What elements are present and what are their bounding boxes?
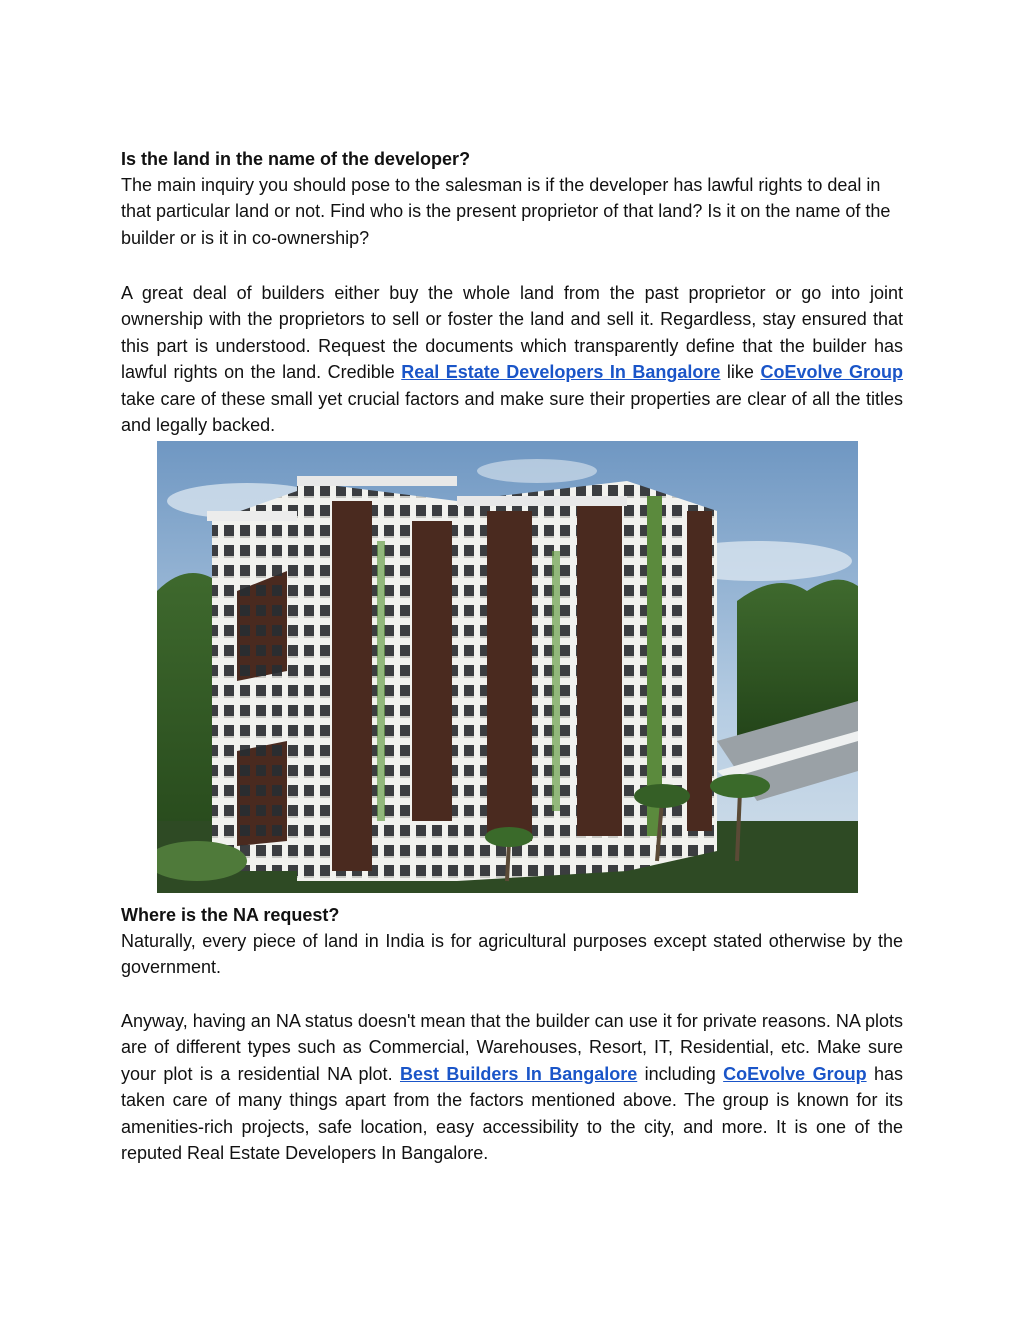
paragraph-land-inquiry: The main inquiry you should pose to the salesman is if the developer has lawful rights to deal in that particular land or not. Find who is the present proprietor of that land? Is it on the name of the builder or is it in co-ownership? <box>121 175 891 248</box>
link-best-builders[interactable]: Best Builders In Bangalore <box>399 1063 638 1084</box>
text-segment: A great deal of builders either buy the whole land from the past proprietor or go into joint ownership with the proprietors to sell or foster the land and sell it. Regardless, stay ensured that this part is understood. Request the documents which transparently define that the builder has lawful rights on the land. Credible <box>121 283 903 383</box>
link-coevolve-group-2[interactable]: CoEvolve Group <box>723 1063 867 1084</box>
text-segment: including <box>637 1063 724 1084</box>
building-illustration <box>157 441 858 893</box>
paragraph-agricultural-land: Naturally, every piece of land in India is for agricultural purposes except stated otherwise by the government. <box>121 931 903 978</box>
link-real-estate-developers[interactable]: Real Estate Developers In Bangalore <box>401 362 721 383</box>
section-heading-na-request: Where is the NA request? <box>121 905 340 925</box>
text-segment: like <box>720 362 761 383</box>
text-segment: take care of these small yet crucial factors and make sure their properties are clear of all the titles and legally backed. <box>121 388 903 436</box>
text-segment: Anyway, having an NA status doesn't mean that the builder can use it for private reasons. NA plots are of different types such as Commercial, Warehouses, Resort, IT, Residential, etc. Make sure your plot is a residential NA plot. <box>121 1011 903 1084</box>
section-heading-land: Is the land in the name of the developer? <box>121 149 471 169</box>
paragraph-builders-ownership <box>121 280 903 438</box>
building-photo <box>157 441 858 893</box>
paragraph-na-status <box>121 1008 903 1166</box>
text-segment: has taken care of many things apart from the factors mentioned above. The group is known for its amenities-rich projects, safe location, easy accessibility to the city, and more. It is one of the reputed Real Estate Developers In Bangalore. <box>121 1063 904 1164</box>
link-coevolve-group[interactable]: CoEvolve Group <box>760 362 904 383</box>
